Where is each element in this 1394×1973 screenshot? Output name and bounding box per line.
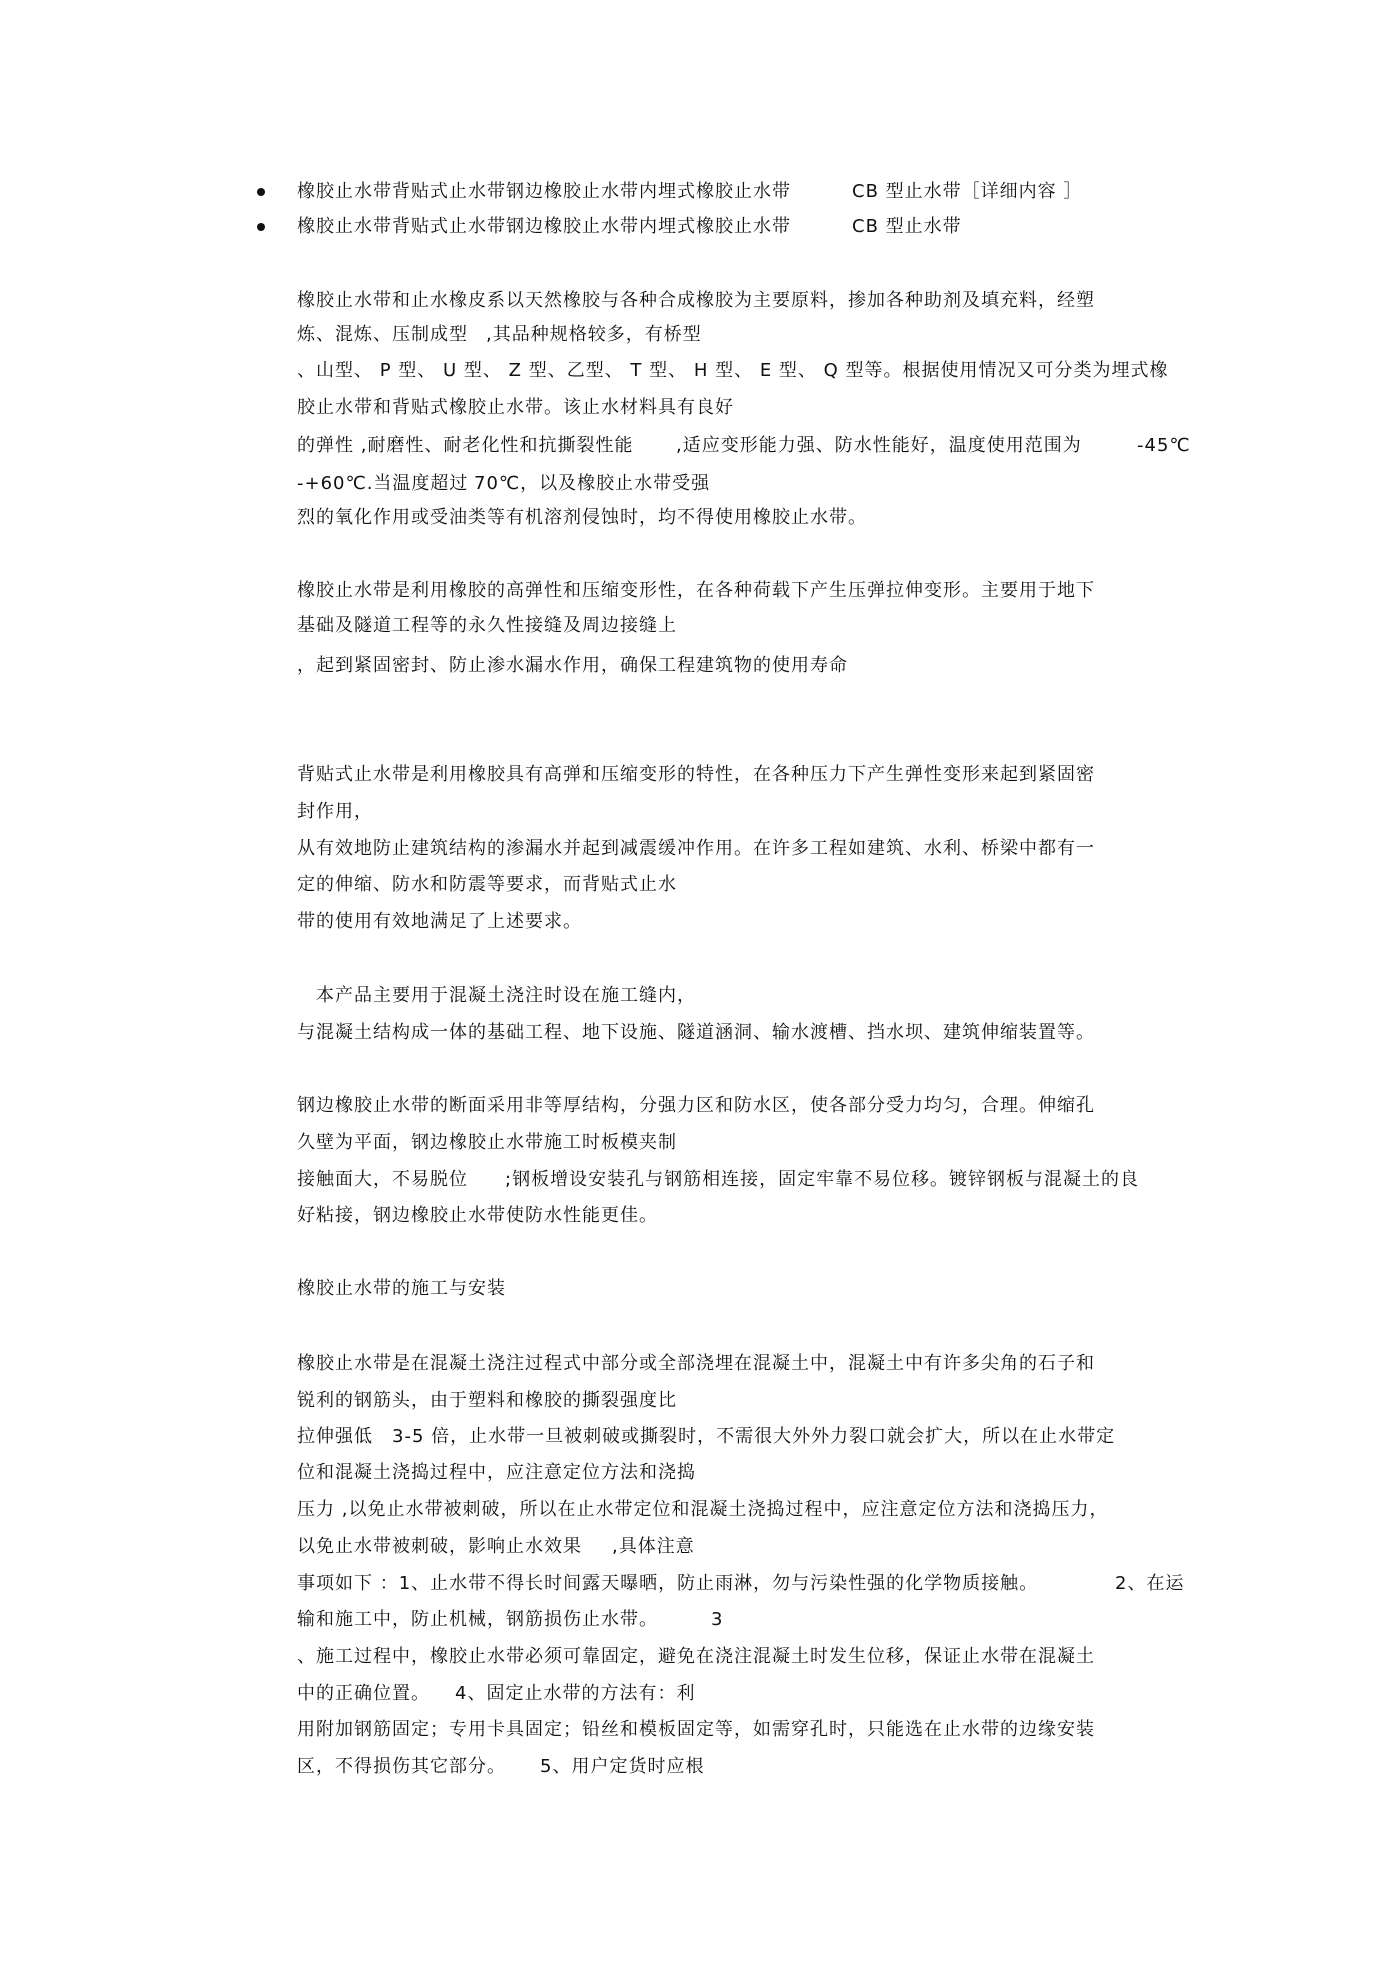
text-segment: 带的使用有效地满足了上述要求。 <box>297 911 582 932</box>
text-segment: ，起到紧固密封、防止渗水漏水作用，确保工程建筑物的使用寿命 <box>297 655 848 676</box>
text-segment: 炼、混炼、压制成型 <box>297 324 468 345</box>
text-segment: 从有效地防止建筑结构的渗漏水并起到减震缓冲作用。在许多工程如建筑、水利、桥梁中都有一 <box>297 838 1095 859</box>
text-segment: 5、用户定货时应根 <box>540 1756 705 1777</box>
text-segment: 本产品主要用于混凝土浇注时设在施工缝内， <box>316 985 696 1006</box>
text-segment: 封作用， <box>297 801 373 822</box>
text-segment: 橡胶止水带是在混凝土浇注过程式中部分或全部浇埋在混凝土中，混凝土中有许多尖角的石子和 <box>297 1353 1095 1374</box>
text-segment: ,具体注意 <box>612 1536 695 1557</box>
text-line <box>0 1352 1394 1376</box>
text-segment: 基础及隧道工程等的永久性接缝及周边接缝上 <box>297 615 677 636</box>
bullet-text[interactable]: 橡胶止水带背贴式止水带钢边橡胶止水带内埋式橡胶止水带 <box>297 216 791 237</box>
bullet-dot <box>257 223 265 231</box>
text-line <box>0 1498 1394 1522</box>
text-segment: ,其品种规格较多，有桥型 <box>486 324 702 345</box>
bullet-dot <box>257 188 265 196</box>
text-segment: 钢边橡胶止水带的断面采用非等厚结构，分强力区和防水区，使各部分受力均匀，合理。伸缩孔 <box>297 1095 1095 1116</box>
text-line <box>0 359 1394 383</box>
text-line <box>0 1608 1394 1632</box>
text-segment: 橡胶止水带是利用橡胶的高弹性和压缩变形性，在各种荷载下产生压弹拉伸变形。主要用于地下 <box>297 580 1095 601</box>
text-segment: 2、在运 <box>1115 1573 1185 1594</box>
text-line <box>0 472 1394 496</box>
text-segment: 接触面大，不易脱位 <box>297 1169 468 1190</box>
text-line <box>0 984 1394 1008</box>
text-line <box>0 654 1394 678</box>
text-segment: ;钢板增设安装孔与钢筋相连接，固定牢靠不易位移。镀锌钢板与混凝土的良 <box>505 1169 1140 1190</box>
text-segment: 、施工过程中，橡胶止水带必须可靠固定，避免在浇注混凝土时发生位移，保证止水带在混凝土 <box>297 1646 1095 1667</box>
text-line <box>0 1645 1394 1669</box>
text-line <box>0 1094 1394 1118</box>
bullet-item <box>0 215 1394 239</box>
text-segment: 拉伸强低 <box>297 1426 373 1447</box>
text-segment: 事项如下 ：1、止水带不得长时间露天曝晒，防止雨淋，勿与污染性强的化学物质接触。 <box>297 1573 1039 1594</box>
text-line <box>0 1021 1394 1045</box>
text-line <box>0 1572 1394 1596</box>
text-segment: 与混凝土结构成一体的基础工程、地下设施、隧道涵洞、输水渡槽、挡水坝、建筑伸缩装置等。 <box>297 1022 1095 1043</box>
text-segment: 用附加钢筋固定；专用卡具固定；铅丝和模板固定等，如需穿孔时，只能选在止水带的边缘安装 <box>297 1719 1095 1740</box>
text-line <box>0 1755 1394 1779</box>
text-segment: 4、固定止水带的方法有：利 <box>455 1683 696 1704</box>
text-segment: -45℃ <box>1137 435 1191 456</box>
bullet-text[interactable]: CB 型止水带 <box>852 216 962 237</box>
text-line <box>0 289 1394 313</box>
text-segment: 锐利的钢筋头，由于塑料和橡胶的撕裂强度比 <box>297 1390 677 1411</box>
text-segment: -+60℃.当温度超过 <box>297 473 469 494</box>
text-segment: 橡胶止水带和止水橡皮系以天然橡胶与各种合成橡胶为主要原料，掺加各种助剂及填充料，经塑 <box>297 290 1095 311</box>
text-segment: 背贴式止水带是利用橡胶具有高弹和压缩变形的特性，在各种压力下产生弹性变形来起到紧固密 <box>297 764 1095 785</box>
text-segment: 久壁为平面，钢边橡胶止水带施工时板模夹制 <box>297 1132 677 1153</box>
text-line <box>0 1718 1394 1742</box>
text-segment: 3-5 倍，止水带一旦被刺破或撕裂时，不需很大外外力裂口就会扩大，所以在止水带定 <box>392 1426 1116 1447</box>
text-line <box>0 1204 1394 1228</box>
text-line <box>0 1535 1394 1559</box>
text-line <box>0 396 1394 420</box>
text-segment: 输和施工中，防止机械，钢筋损伤止水带。 <box>297 1609 658 1630</box>
text-segment: 区，不得损伤其它部分。 <box>297 1756 506 1777</box>
text-line <box>0 763 1394 787</box>
text-segment: 中的正确位置。 <box>297 1683 430 1704</box>
text-segment: ,适应变形能力强、防水性能好，温度使用范围为 <box>676 435 1082 456</box>
text-segment: 烈的氧化作用或受油类等有机溶剂侵蚀时，均不得使用橡胶止水带。 <box>297 507 867 528</box>
text-line <box>0 910 1394 934</box>
text-segment: 胶止水带和背贴式橡胶止水带。该止水材料具有良好 <box>297 397 734 418</box>
text-line <box>0 1131 1394 1155</box>
text-line <box>0 506 1394 530</box>
section-heading-text: 橡胶止水带的施工与安装 <box>297 1278 506 1299</box>
text-segment: 70℃，以及橡胶止水带受强 <box>474 473 711 494</box>
text-line <box>0 1168 1394 1192</box>
text-segment: 位和混凝土浇捣过程中，应注意定位方法和浇捣 <box>297 1462 696 1483</box>
text-line <box>0 579 1394 603</box>
text-line <box>0 1682 1394 1706</box>
text-line <box>0 1461 1394 1485</box>
text-line <box>0 1425 1394 1449</box>
text-segment: 定的伸缩、防水和防震等要求，而背贴式止水 <box>297 874 677 895</box>
text-segment: 的弹性 ,耐磨性、耐老化性和抗撕裂性能 <box>297 435 634 456</box>
section-heading <box>0 1277 1394 1301</box>
text-segment: 压力 ,以免止水带被刺破，所以在止水带定位和混凝土浇捣过程中，应注意定位方法和浇捣压力， <box>297 1499 1109 1520</box>
text-line <box>0 614 1394 638</box>
text-segment: 以免止水带被刺破，影响止水效果 <box>297 1536 582 1557</box>
text-segment: 、山型、 P 型、 U 型、 Z 型、乙型、 T 型、 H 型、 E 型、 Q 型等。根据使用情况又可分类为埋式橡 <box>297 360 1169 381</box>
text-line <box>0 1389 1394 1413</box>
bullet-text[interactable]: CB 型止水带［详细内容 ］ <box>852 181 1083 202</box>
bullet-item <box>0 180 1394 204</box>
text-line <box>0 323 1394 347</box>
bullet-text[interactable]: 橡胶止水带背贴式止水带钢边橡胶止水带内埋式橡胶止水带 <box>297 181 791 202</box>
text-line <box>0 800 1394 824</box>
text-line <box>0 873 1394 897</box>
text-line <box>0 434 1394 458</box>
text-segment: 3 <box>711 1609 724 1630</box>
text-line <box>0 837 1394 861</box>
text-segment: 好粘接，钢边橡胶止水带使防水性能更佳。 <box>297 1205 658 1226</box>
